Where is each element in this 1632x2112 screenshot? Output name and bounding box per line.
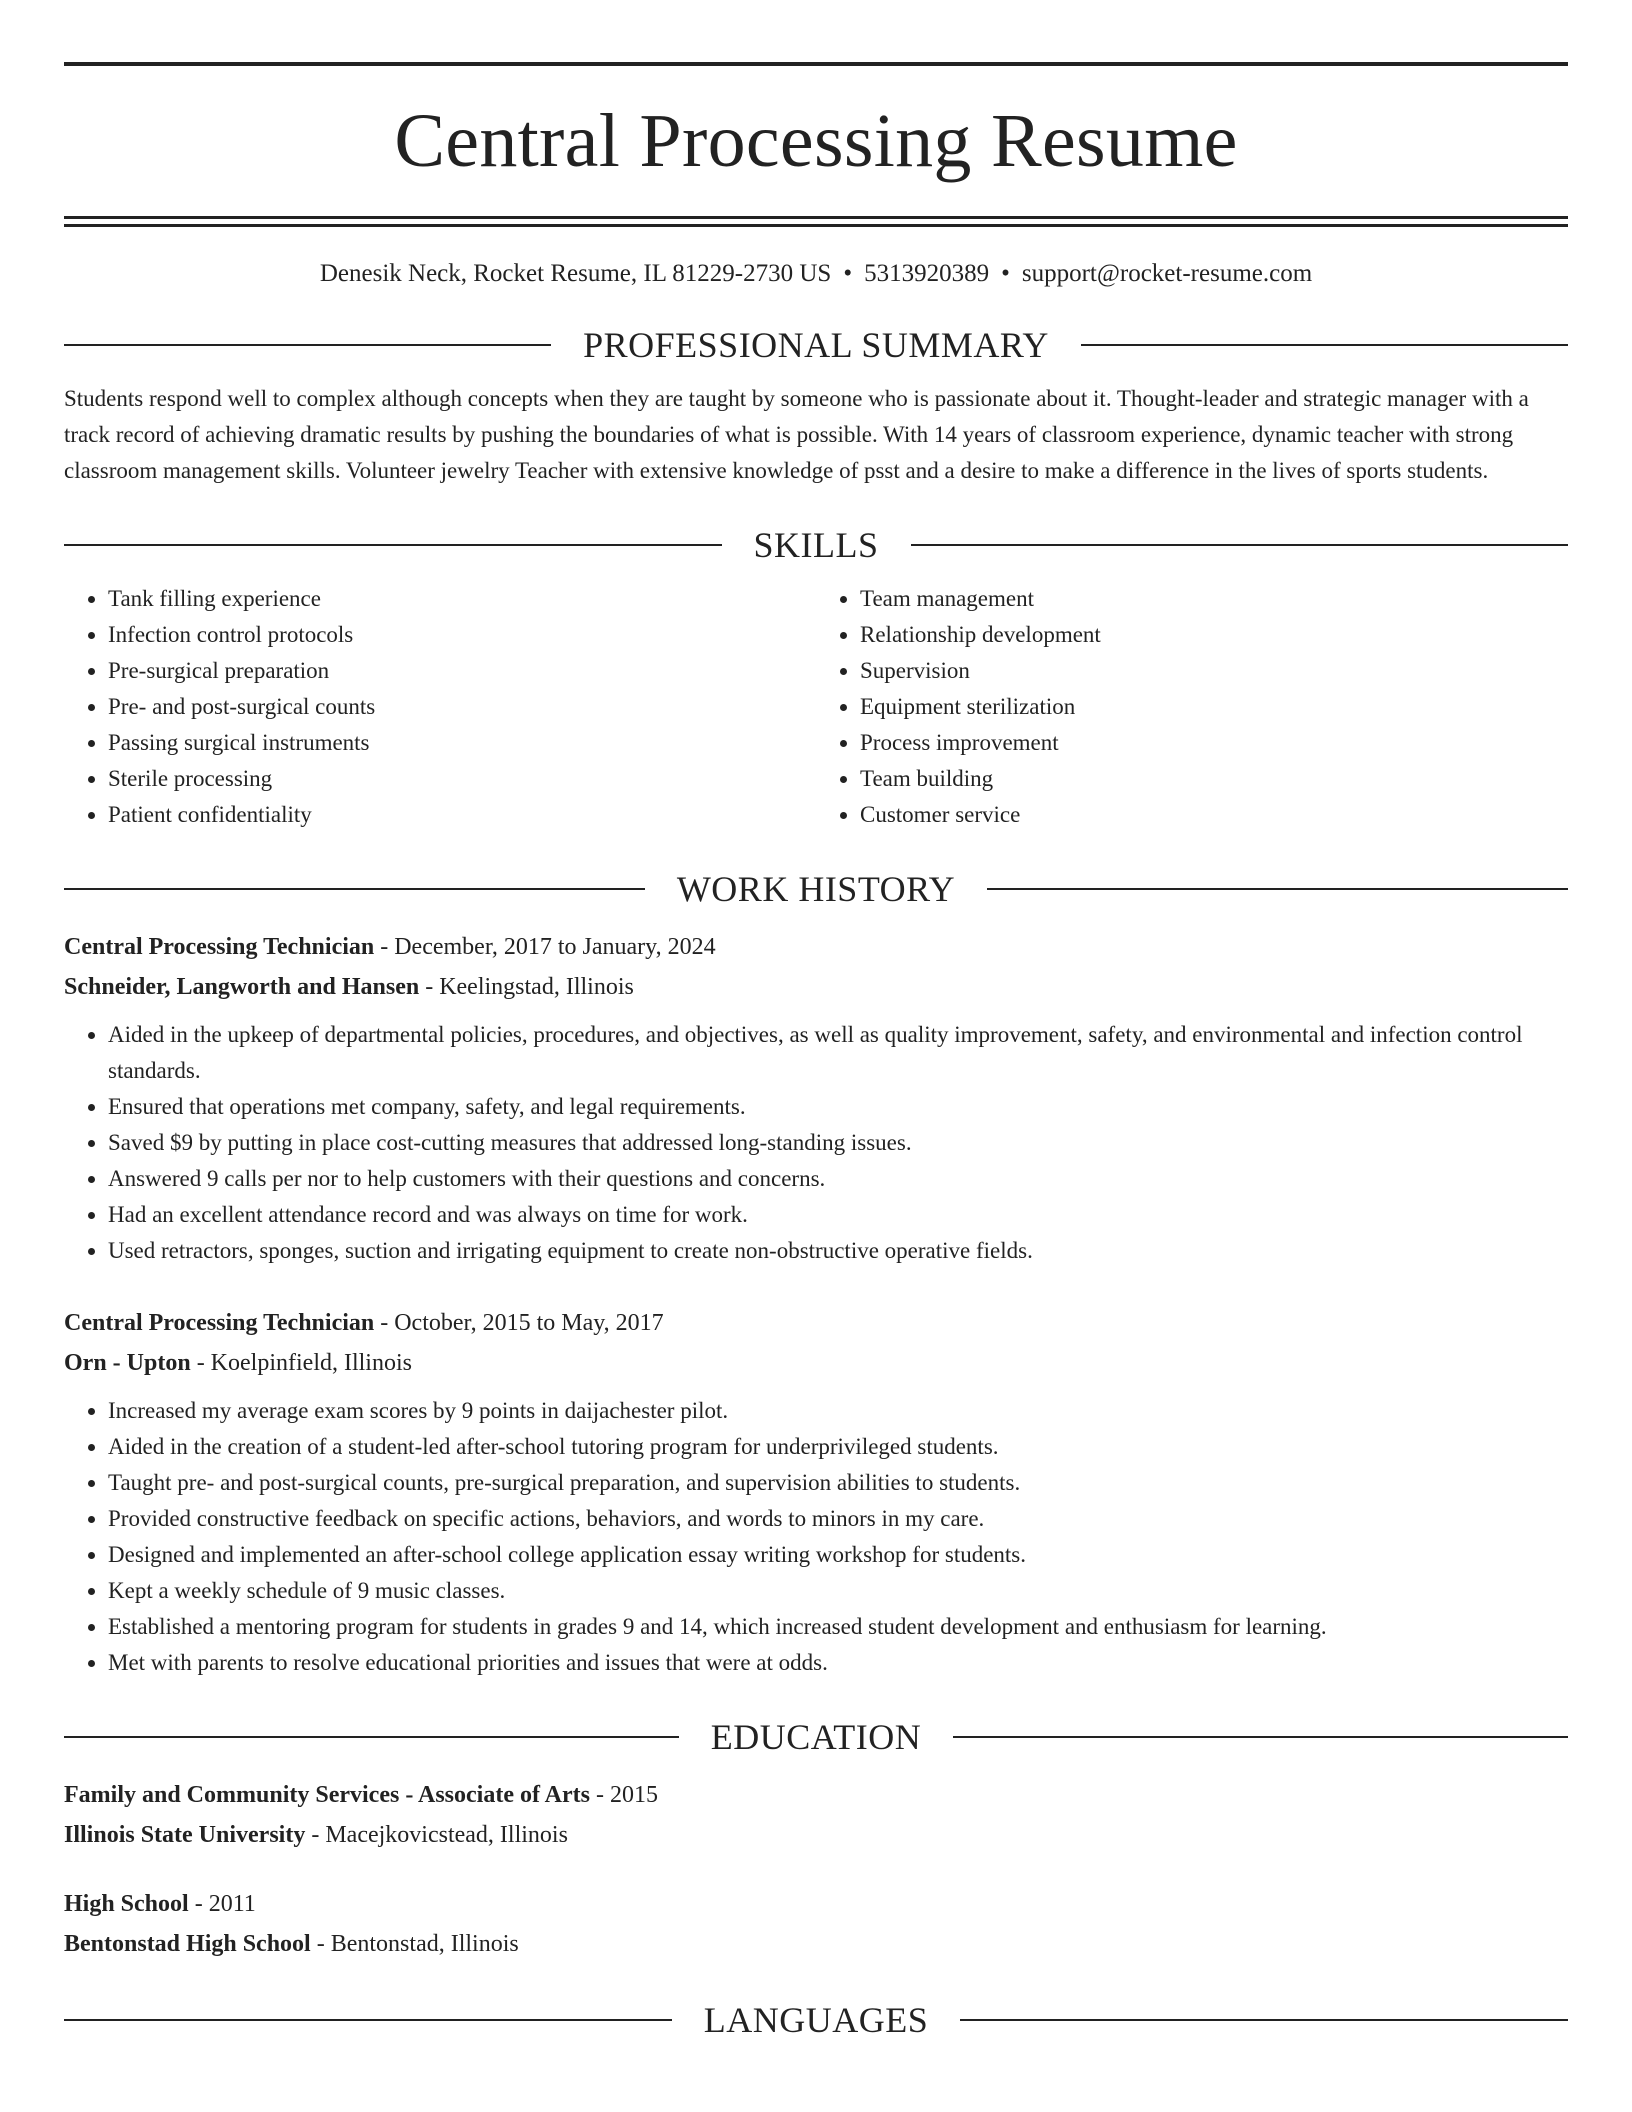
- job-title: Central Processing Technician: [64, 934, 375, 960]
- job-company: Schneider, Langworth and Hansen: [64, 974, 420, 1000]
- heading-rule: [953, 1736, 1568, 1738]
- resume-title: Central Processing Resume: [394, 99, 1238, 183]
- job-location: - Keelingstad, Illinois: [419, 974, 634, 1000]
- job-bullet: • Aided in the upkeep of departmental policies, procedures, and objectives, as well as quality improvement, safety, and environmental and infection control standards.: [108, 1017, 1568, 1089]
- education-school-line: [64, 1815, 1568, 1855]
- education-location: - Macejkovicstead, Illinois: [305, 1822, 568, 1848]
- job-dates: - October, 2015 to May, 2017: [374, 1310, 664, 1336]
- education-school: Bentonstad High School: [64, 1931, 311, 1957]
- heading-rule: [64, 888, 645, 890]
- job-bullet: • Established a mentoring program for students in grades 9 and 14, which increased student development and enthusiasm for learning.: [108, 1609, 1568, 1645]
- contact-address: Denesik Neck, Rocket Resume, IL 81229-2730 US: [319, 260, 832, 287]
- skill-item: • Patient confidentiality: [108, 797, 816, 833]
- heading-rule: [1081, 344, 1568, 346]
- work-title: WORK HISTORY: [676, 869, 956, 909]
- skills-list: [64, 581, 1568, 833]
- education-degree: High School: [64, 1891, 189, 1917]
- work-heading: [64, 867, 1568, 911]
- summary-heading: [64, 323, 1568, 367]
- languages-title: LANGUAGES: [703, 2000, 929, 2040]
- skills-column-left: [64, 581, 816, 833]
- job-entry: [64, 1303, 1568, 1681]
- skill-item: • Pre- and post-surgical counts: [108, 689, 816, 725]
- contact-line: [64, 259, 1568, 289]
- skills-title: SKILLS: [753, 525, 879, 565]
- skills-column-right: [816, 581, 1568, 833]
- skill-item: • Passing surgical instruments: [108, 725, 816, 761]
- summary-text: Students respond well to complex although concepts when they are taught by someone who is passionate about it. Thought-leader and strategic manager with a track record of achieving dramatic results by pushing the boundaries of what is possible. With 14 years of classroom experience, dynamic teacher with strong classroom management skills. Volunteer jewelry Teacher with extensive knowledge of psst and a desire to make a difference in the lives of sports students.: [64, 386, 1529, 483]
- education-year: - 2011: [188, 1891, 256, 1917]
- education-degree-line: [64, 1884, 1568, 1924]
- heading-rule: [64, 544, 722, 546]
- education-degree: Family and Community Services - Associate of Arts: [64, 1782, 590, 1808]
- job-bullet: • Met with parents to resolve educational priorities and issues that were at odds.: [108, 1645, 1568, 1681]
- contact-separator: •: [1001, 260, 1010, 287]
- job-title: Central Processing Technician: [64, 1310, 375, 1336]
- job-bullet: • Aided in the creation of a student-led after-school tutoring program for underprivileged students.: [108, 1429, 1568, 1465]
- skill-item: • Supervision: [860, 653, 1568, 689]
- contact-separator: •: [843, 260, 853, 287]
- heading-rule: [960, 2019, 1568, 2021]
- languages-heading: [64, 1998, 1568, 2042]
- skill-item: • Customer service: [860, 797, 1568, 833]
- education-degree-line: [64, 1775, 1568, 1815]
- skills-heading: [64, 523, 1568, 567]
- heading-rule: [64, 344, 551, 346]
- title-double-rule: [64, 216, 1568, 227]
- education-heading: [64, 1715, 1568, 1759]
- job-bullet: • Taught pre- and post-surgical counts, pre-surgical preparation, and supervision abilities to students.: [108, 1465, 1568, 1501]
- heading-rule: [987, 888, 1568, 890]
- job-bullet: • Kept a weekly schedule of 9 music classes.: [108, 1573, 1568, 1609]
- education-entry: [64, 1884, 1568, 1964]
- top-rule: [64, 62, 1568, 66]
- job-title-line: [64, 1303, 1568, 1343]
- contact-email: support@rocket-resume.com: [1021, 260, 1313, 287]
- skill-item: • Equipment sterilization: [860, 689, 1568, 725]
- heading-rule: [64, 2019, 672, 2021]
- job-company-line: [64, 1343, 1568, 1383]
- skill-item: • Sterile processing: [108, 761, 816, 797]
- job-company-line: [64, 967, 1568, 1007]
- education-school: Illinois State University: [64, 1822, 306, 1848]
- skill-item: • Tank filling experience: [108, 581, 816, 617]
- heading-rule: [911, 544, 1569, 546]
- job-location: - Koelpinfield, Illinois: [190, 1350, 412, 1376]
- skill-item: • Relationship development: [860, 617, 1568, 653]
- job-bullet: • Had an excellent attendance record and was always on time for work.: [108, 1197, 1568, 1233]
- skill-item: • Process improvement: [860, 725, 1568, 761]
- education-entry: [64, 1775, 1568, 1855]
- skill-item: • Infection control protocols: [108, 617, 816, 653]
- job-company: Orn - Upton: [64, 1350, 191, 1376]
- job-bullets: [64, 1393, 1568, 1681]
- contact-phone: 5313920389: [864, 260, 990, 287]
- job-bullet: • Ensured that operations met company, safety, and legal requirements.: [108, 1089, 1568, 1125]
- job-bullet: • Used retractors, sponges, suction and irrigating equipment to create non-obstructive operative fields.: [108, 1233, 1568, 1269]
- education-location: - Bentonstad, Illinois: [310, 1931, 519, 1957]
- skill-item: • Team building: [860, 761, 1568, 797]
- job-bullets: [64, 1017, 1568, 1269]
- skill-item: • Team management: [860, 581, 1568, 617]
- skill-item: • Pre-surgical preparation: [108, 653, 816, 689]
- education-school-line: [64, 1924, 1568, 1964]
- job-dates: - December, 2017 to January, 2024: [374, 934, 716, 960]
- job-entry: [64, 927, 1568, 1269]
- job-bullet: • Provided constructive feedback on specific actions, behaviors, and words to minors in my care.: [108, 1501, 1568, 1537]
- job-bullet: • Answered 9 calls per nor to help customers with their questions and concerns.: [108, 1161, 1568, 1197]
- job-bullet: • Designed and implemented an after-school college application essay writing workshop for students.: [108, 1537, 1568, 1573]
- education-title: EDUCATION: [710, 1717, 922, 1757]
- heading-rule: [64, 1736, 679, 1738]
- summary-title: PROFESSIONAL SUMMARY: [583, 325, 1049, 365]
- job-title-line: [64, 927, 1568, 967]
- job-bullet: • Increased my average exam scores by 9 points in daijachester pilot.: [108, 1393, 1568, 1429]
- education-year: - 2015: [589, 1782, 658, 1808]
- job-bullet: • Saved $9 by putting in place cost-cutting measures that addressed long-standing issues.: [108, 1125, 1568, 1161]
